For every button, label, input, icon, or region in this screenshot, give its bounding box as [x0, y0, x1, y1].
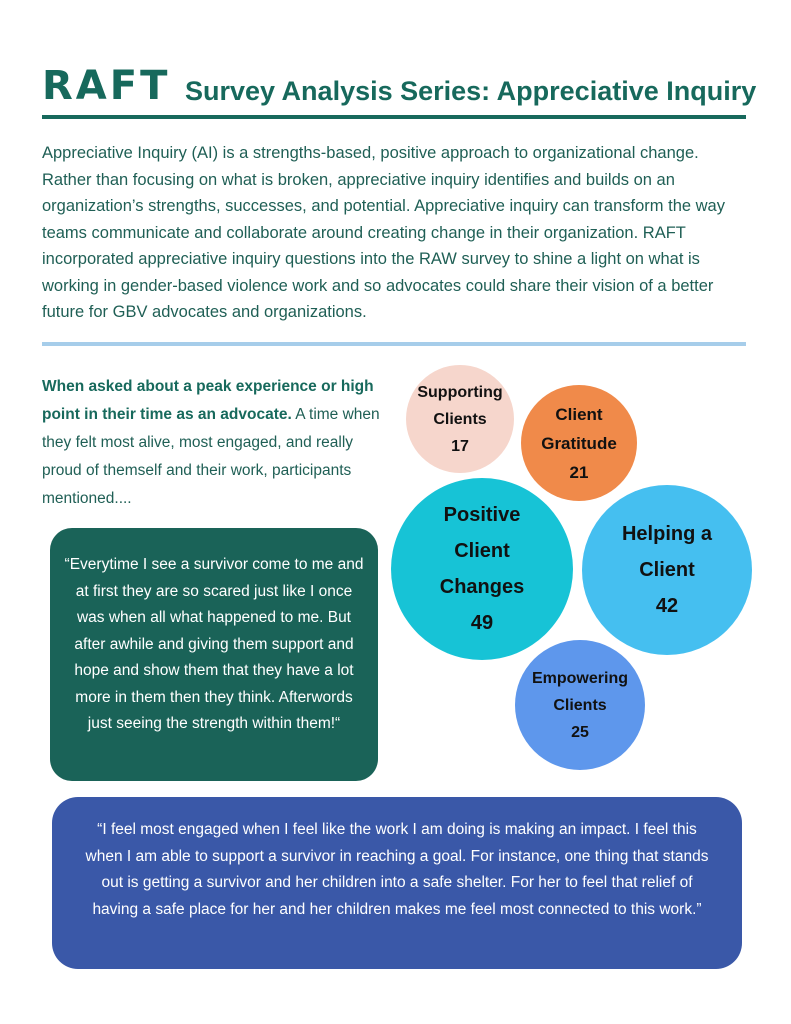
- bubble-label: Client: [454, 540, 510, 562]
- quote-card-survivor: “Everytime I see a survivor come to me and at first they are so scared just like I once was when all what happened to me. But after awhile and giving them support and hope and show them that they have a lot more in them then they think. Afterwords just seeing the strength within them!“: [50, 528, 378, 781]
- intro-paragraph: Appreciative Inquiry (AI) is a strengths-based, positive approach to organizational change. Rather than focusing on what is broken, appreciative inquiry identifies and builds on an organization’s strengths, successes, and potential. Appreciative inquiry can transform the way teams communicate and collaborate around creating change in their organization. RAFT incorporated appreciative inquiry questions into the RAW survey to shine a light on what is working in gender-based violence work and so advocates could share their vision of a better future for GBV advocates and organizations.: [42, 144, 725, 321]
- bubble-label: Clients: [553, 696, 607, 714]
- section-divider: [42, 342, 746, 346]
- bubble-label: Changes: [439, 576, 525, 598]
- bubble-label: Helping a: [621, 523, 712, 545]
- bubble-supporting-clients: [406, 365, 514, 473]
- bubble-label: Client: [639, 559, 695, 581]
- bubble-positive-client-changes: [391, 478, 573, 660]
- bubble-label: Clients: [433, 410, 487, 428]
- bubble-label: Supporting: [417, 383, 503, 401]
- raft-logo: RAFT: [42, 63, 171, 109]
- bubble-helping-a-client: [582, 485, 752, 655]
- peak-experience-intro: [42, 373, 387, 513]
- bubble-label: Client: [555, 404, 603, 424]
- title-divider: [42, 115, 746, 119]
- peak-experience-description: A time when they felt most alive, most engaged, and really proud of themself and their work, participants mentioned....: [42, 406, 380, 507]
- quote-card-engaged: “I feel most engaged when I feel like the work I am doing is making an impact. I feel this when I am able to support a survivor in reaching a goal. For instance, one thing that stands out is getting a survivor and her children into a safe shelter. For her to feel that relief of having a safe place for her and her children makes me feel most connected to this work.”: [52, 797, 742, 969]
- bubble-count: 21: [569, 462, 589, 482]
- bubble-count: 42: [655, 595, 679, 617]
- bubble-count: 49: [470, 612, 494, 634]
- page-title: Survey Analysis Series: Appreciative Inquiry: [185, 76, 757, 106]
- bubble-empowering-clients: [515, 640, 645, 770]
- bubble-label: Positive: [443, 504, 521, 526]
- peak-experience-question: When asked about a peak experience or high point in their time as an advocate.: [42, 378, 374, 423]
- bubble-label: Empowering: [531, 669, 628, 687]
- bubble-count: 25: [571, 723, 589, 741]
- bubble-client-gratitude: [521, 385, 637, 501]
- bubble-count: 17: [451, 437, 469, 455]
- bubble-label: Gratitude: [541, 433, 617, 453]
